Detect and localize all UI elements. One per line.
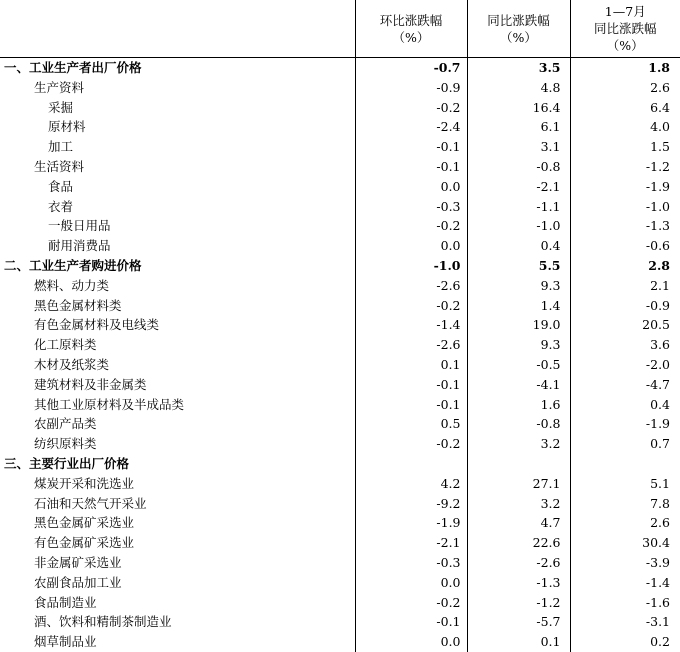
row-label: 黑色金属矿采选业	[0, 513, 355, 533]
mom-value: -0.2	[355, 98, 467, 118]
mom-value: -0.1	[355, 612, 467, 632]
yoy-value: 19.0	[467, 315, 570, 335]
yoy-value: 6.1	[467, 117, 570, 137]
row-label: 其他工业原材料及半成品类	[0, 395, 355, 415]
mom-value: 0.0	[355, 177, 467, 197]
ytd-value: 1.5	[570, 137, 680, 157]
yoy-value: 1.4	[467, 296, 570, 316]
mom-value: -2.4	[355, 117, 467, 137]
mom-value: -2.6	[355, 276, 467, 296]
mom-value: 4.2	[355, 474, 467, 494]
row-label: 一般日用品	[0, 216, 355, 236]
ytd-value: -3.9	[570, 553, 680, 573]
row-label: 原材料	[0, 117, 355, 137]
table-row	[0, 335, 680, 355]
table-row	[0, 593, 680, 613]
table-row	[0, 177, 680, 197]
mom-value: -2.6	[355, 335, 467, 355]
table-row	[0, 137, 680, 157]
table-row	[0, 296, 680, 316]
header-mom-title: 环比涨跌幅	[356, 12, 467, 29]
ytd-value: 2.1	[570, 276, 680, 296]
table-row	[0, 216, 680, 236]
row-label: 采掘	[0, 98, 355, 118]
mom-value: -0.7	[355, 58, 467, 78]
row-label: 化工原料类	[0, 335, 355, 355]
row-label: 加工	[0, 137, 355, 157]
ytd-value: 1.8	[570, 58, 680, 78]
yoy-value: 16.4	[467, 98, 570, 118]
row-label: 煤炭开采和洗选业	[0, 474, 355, 494]
table-row	[0, 513, 680, 533]
yoy-value: -4.1	[467, 375, 570, 395]
mom-value: -0.3	[355, 197, 467, 217]
ytd-value: 7.8	[570, 494, 680, 514]
yoy-value	[467, 454, 570, 474]
table-row	[0, 612, 680, 632]
yoy-value: 22.6	[467, 533, 570, 553]
mom-value: -2.1	[355, 533, 467, 553]
table-row	[0, 355, 680, 375]
ytd-value: 0.2	[570, 632, 680, 652]
yoy-value: -0.5	[467, 355, 570, 375]
mom-value: 0.0	[355, 573, 467, 593]
table-row	[0, 117, 680, 137]
ytd-value: 0.7	[570, 434, 680, 454]
row-label: 衣着	[0, 197, 355, 217]
yoy-value: -1.2	[467, 593, 570, 613]
mom-value: -9.2	[355, 494, 467, 514]
row-label: 食品制造业	[0, 593, 355, 613]
header-yoy-title: 同比涨跌幅	[468, 12, 570, 29]
row-label: 木材及纸浆类	[0, 355, 355, 375]
row-label: 黑色金属材料类	[0, 296, 355, 316]
mom-value: 0.1	[355, 355, 467, 375]
section-row	[0, 256, 680, 276]
mom-value: 0.0	[355, 632, 467, 652]
header-ytd-title: 同比涨跌幅	[571, 20, 680, 37]
header-mom	[355, 0, 467, 58]
header-yoy	[467, 0, 570, 58]
mom-value: -0.3	[355, 553, 467, 573]
yoy-value: -2.1	[467, 177, 570, 197]
yoy-value: 1.6	[467, 395, 570, 415]
ytd-value: 30.4	[570, 533, 680, 553]
ytd-value: 2.8	[570, 256, 680, 276]
ytd-value: 2.6	[570, 78, 680, 98]
ytd-value: 20.5	[570, 315, 680, 335]
ytd-value: 6.4	[570, 98, 680, 118]
mom-value: -0.1	[355, 137, 467, 157]
table-row	[0, 78, 680, 98]
row-label: 纺织原料类	[0, 434, 355, 454]
section-row	[0, 58, 680, 78]
ytd-value: -1.0	[570, 197, 680, 217]
row-label: 农副产品类	[0, 414, 355, 434]
table-row	[0, 315, 680, 335]
mom-value: -0.2	[355, 296, 467, 316]
mom-value: -0.2	[355, 593, 467, 613]
table-row	[0, 197, 680, 217]
mom-value: -0.1	[355, 157, 467, 177]
yoy-value: 0.1	[467, 632, 570, 652]
row-label: 石油和天然气开采业	[0, 494, 355, 514]
ytd-value: 5.1	[570, 474, 680, 494]
table-row	[0, 632, 680, 652]
row-label: 三、主要行业出厂价格	[0, 454, 355, 474]
header-ytd-period: 1—7月	[571, 3, 680, 20]
section-row	[0, 454, 680, 474]
ytd-value: 0.4	[570, 395, 680, 415]
yoy-value: 3.2	[467, 494, 570, 514]
ytd-value: -1.9	[570, 177, 680, 197]
ytd-value: -0.9	[570, 296, 680, 316]
table-row	[0, 434, 680, 454]
mom-value: -0.9	[355, 78, 467, 98]
row-label: 农副食品加工业	[0, 573, 355, 593]
yoy-value: -1.3	[467, 573, 570, 593]
ytd-value: -4.7	[570, 375, 680, 395]
mom-value: -0.1	[355, 375, 467, 395]
row-label: 食品	[0, 177, 355, 197]
header-ytd-unit: （%）	[571, 37, 680, 54]
yoy-value: -5.7	[467, 612, 570, 632]
yoy-value: -1.1	[467, 197, 570, 217]
mom-value: -1.4	[355, 315, 467, 335]
row-label: 烟草制品业	[0, 632, 355, 652]
ytd-value: 3.6	[570, 335, 680, 355]
ytd-value: -1.4	[570, 573, 680, 593]
row-label: 生活资料	[0, 157, 355, 177]
table-row	[0, 375, 680, 395]
row-label: 非金属矿采选业	[0, 553, 355, 573]
yoy-value: -1.0	[467, 216, 570, 236]
mom-value: -0.2	[355, 216, 467, 236]
ytd-value: 4.0	[570, 117, 680, 137]
header-mom-unit: （%）	[356, 29, 467, 46]
row-label: 一、工业生产者出厂价格	[0, 58, 355, 78]
table-row	[0, 553, 680, 573]
table-row	[0, 157, 680, 177]
yoy-value: 9.3	[467, 276, 570, 296]
row-label: 二、工业生产者购进价格	[0, 256, 355, 276]
table-row	[0, 98, 680, 118]
mom-value: 0.0	[355, 236, 467, 256]
row-label: 有色金属矿采选业	[0, 533, 355, 553]
table-row	[0, 533, 680, 553]
yoy-value: 9.3	[467, 335, 570, 355]
ytd-value: -1.6	[570, 593, 680, 613]
table-row	[0, 573, 680, 593]
yoy-value: -0.8	[467, 157, 570, 177]
row-label: 耐用消费品	[0, 236, 355, 256]
yoy-value: 3.5	[467, 58, 570, 78]
table-row	[0, 236, 680, 256]
mom-value: -0.1	[355, 395, 467, 415]
yoy-value: 27.1	[467, 474, 570, 494]
ytd-value	[570, 454, 680, 474]
yoy-value: 0.4	[467, 236, 570, 256]
yoy-value: 4.7	[467, 513, 570, 533]
ytd-value: -1.2	[570, 157, 680, 177]
row-label: 建筑材料及非金属类	[0, 375, 355, 395]
mom-value	[355, 454, 467, 474]
row-label: 有色金属材料及电线类	[0, 315, 355, 335]
table-header-row	[0, 0, 680, 58]
yoy-value: 4.8	[467, 78, 570, 98]
ytd-value: -1.9	[570, 414, 680, 434]
yoy-value: -0.8	[467, 414, 570, 434]
ytd-value: -1.3	[570, 216, 680, 236]
mom-value: 0.5	[355, 414, 467, 434]
ytd-value: -3.1	[570, 612, 680, 632]
header-blank	[0, 0, 355, 58]
table-row	[0, 414, 680, 434]
row-label: 生产资料	[0, 78, 355, 98]
table-row	[0, 474, 680, 494]
yoy-value: -2.6	[467, 553, 570, 573]
row-label: 酒、饮料和精制茶制造业	[0, 612, 355, 632]
header-ytd	[570, 0, 680, 58]
mom-value: -0.2	[355, 434, 467, 454]
table-row	[0, 494, 680, 514]
header-yoy-unit: （%）	[468, 29, 570, 46]
mom-value: -1.0	[355, 256, 467, 276]
yoy-value: 3.1	[467, 137, 570, 157]
row-label: 燃料、动力类	[0, 276, 355, 296]
ytd-value: -0.6	[570, 236, 680, 256]
table-row	[0, 395, 680, 415]
yoy-value: 5.5	[467, 256, 570, 276]
mom-value: -1.9	[355, 513, 467, 533]
ytd-value: 2.6	[570, 513, 680, 533]
table-row	[0, 276, 680, 296]
ytd-value: -2.0	[570, 355, 680, 375]
yoy-value: 3.2	[467, 434, 570, 454]
